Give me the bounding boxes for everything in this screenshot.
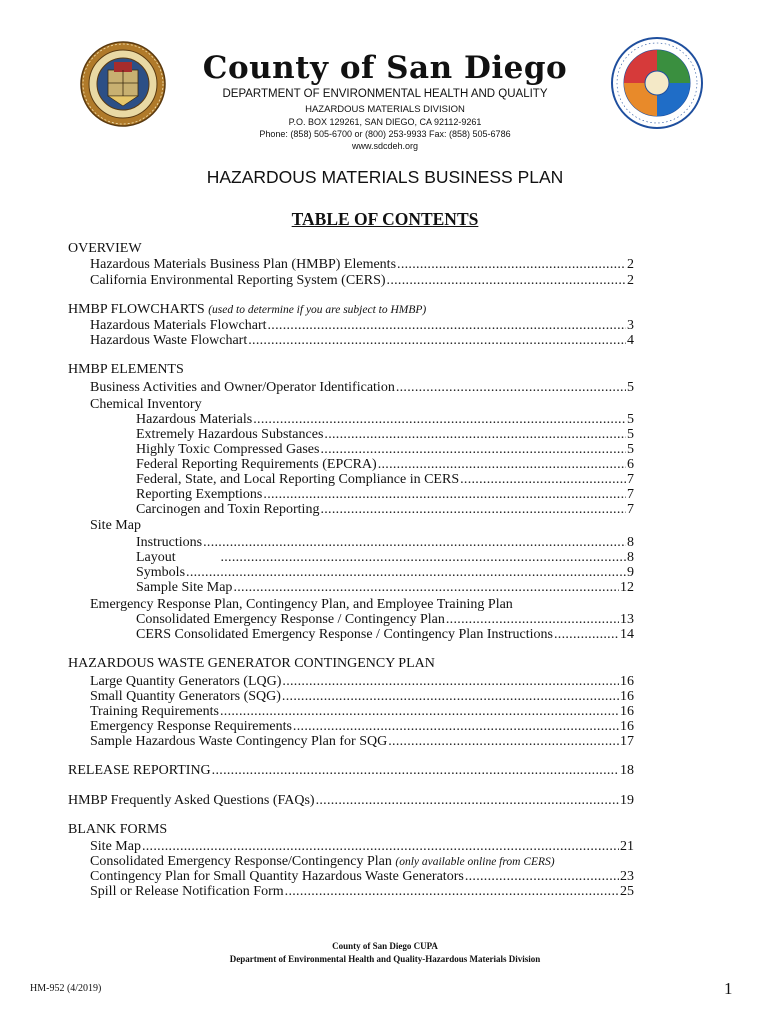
toc-page: 7 <box>627 472 634 487</box>
toc-entry <box>90 884 634 900</box>
toc-page: 21 <box>620 839 634 854</box>
toc-entry <box>90 689 634 705</box>
division-name: HAZARDOUS MATERIALS DIVISION <box>305 104 465 115</box>
toc-page: 6 <box>627 457 634 472</box>
toc-page: 2 <box>627 257 634 272</box>
toc-label: Carcinogen and Toxin Reporting <box>136 502 320 517</box>
section-flowcharts-title: HMBP FLOWCHARTS <box>68 302 205 317</box>
toc-page: 5 <box>627 412 634 427</box>
toc-entry <box>68 763 634 779</box>
toc-label: Spill or Release Notification Form <box>90 884 284 899</box>
toc-page: 5 <box>627 380 634 395</box>
toc-label: Hazardous Waste Flowchart <box>90 333 248 348</box>
toc-page: 18 <box>620 763 634 778</box>
toc-page: 19 <box>620 793 634 808</box>
toc-label: Consolidated Emergency Response/Contingency Plan <box>90 854 392 869</box>
toc-entry <box>90 674 634 690</box>
toc-page: 12 <box>620 580 634 595</box>
toc-entry <box>136 535 634 551</box>
toc-page: 16 <box>620 704 634 719</box>
toc-entry <box>136 502 634 518</box>
phone-fax: Phone: (858) 505-6700 or (800) 253-9933 Fax: (858) 505-6786 <box>259 129 511 139</box>
toc-label: Symbols <box>136 565 186 580</box>
toc-page: 4 <box>627 333 634 348</box>
toc-label: Reporting Exemptions <box>136 487 263 502</box>
footer-cupa: County of San Diego CUPA <box>332 941 438 951</box>
toc-label: Federal, State, and Local Reporting Compliance in CERS <box>136 472 460 487</box>
page-number: 1 <box>724 979 733 998</box>
toc-entry <box>136 550 634 566</box>
toc-entry <box>90 854 555 870</box>
footer-department: Department of Environmental Health and Quality-Hazardous Materials Division <box>229 954 541 964</box>
toc-entry <box>136 472 634 488</box>
toc-entry <box>136 627 634 643</box>
subsection-chemical-inventory: Chemical Inventory <box>90 397 202 412</box>
toc-page: 25 <box>620 884 634 899</box>
toc-entry <box>90 869 634 885</box>
toc-label: Sample Hazardous Waste Contingency Plan for SQG <box>90 734 388 749</box>
toc-page: 3 <box>627 318 634 333</box>
toc-entry <box>136 442 634 458</box>
toc-label: Business Activities and Owner/Operator Identification <box>90 380 395 395</box>
county-title: County of San Diego <box>202 50 568 86</box>
toc-page: 23 <box>620 869 634 884</box>
toc-page: 5 <box>627 427 634 442</box>
toc-label: Emergency Response Requirements <box>90 719 292 734</box>
toc-entry <box>90 839 634 855</box>
toc-entry <box>90 734 634 750</box>
toc-label: RELEASE REPORTING <box>68 763 211 778</box>
toc-label: California Environmental Reporting System (CERS) <box>90 273 386 288</box>
website: www.sdcdeh.org <box>351 141 419 151</box>
toc-page: 16 <box>620 674 634 689</box>
subsection-emergency: Emergency Response Plan, Contingency Plan, and Employee Training Plan <box>90 597 513 612</box>
toc-entry <box>90 273 634 289</box>
section-hwg-contingency: HAZARDOUS WASTE GENERATOR CONTINGENCY PLAN <box>68 656 435 671</box>
toc-label: Site Map <box>90 839 141 854</box>
toc-entry <box>136 427 634 443</box>
toc-page: 7 <box>627 502 634 517</box>
department-name: DEPARTMENT OF ENVIRONMENTAL HEALTH AND QUALITY <box>222 88 548 100</box>
toc-label: Federal Reporting Requirements (EPCRA) <box>136 457 377 472</box>
subsection-site-map: Site Map <box>90 518 141 533</box>
form-number: HM-952 (4/2019) <box>30 983 102 994</box>
toc-label: Instructions <box>136 535 203 550</box>
toc-entry <box>136 565 634 581</box>
toc-page: 16 <box>620 689 634 704</box>
toc-page: 2 <box>627 273 634 288</box>
toc-label: HMBP Frequently Asked Questions (FAQs) <box>68 793 315 808</box>
toc-entry <box>90 704 634 720</box>
section-blank-forms: BLANK FORMS <box>68 822 168 837</box>
toc-entry <box>90 719 634 735</box>
toc-label: Layout <box>136 550 176 565</box>
toc-entry <box>68 793 634 809</box>
mailing-address: P.O. BOX 129261, SAN DIEGO, CA 92112-9261 <box>288 117 482 127</box>
toc-label: Training Requirements <box>90 704 219 719</box>
toc-page: 9 <box>627 565 634 580</box>
toc-label: Hazardous Materials <box>136 412 253 427</box>
toc-label: Highly Toxic Compressed Gases <box>136 442 320 457</box>
toc-page: 16 <box>620 719 634 734</box>
toc-page: 14 <box>620 627 634 642</box>
toc-label: Large Quantity Generators (LQG) <box>90 674 282 689</box>
toc-entry <box>90 318 634 334</box>
plan-title: HAZARDOUS MATERIALS BUSINESS PLAN <box>206 167 564 187</box>
toc-page: 13 <box>620 612 634 627</box>
toc-entry <box>136 457 634 473</box>
online-only-note: (only available online from CERS) <box>395 856 555 868</box>
toc-label: Hazardous Materials Business Plan (HMBP) Elements <box>90 257 397 272</box>
section-elements: HMBP ELEMENTS <box>68 362 184 377</box>
toc-entry <box>136 612 634 628</box>
toc-page: 17 <box>620 734 634 749</box>
toc-page: 7 <box>627 487 634 502</box>
toc-page: 5 <box>627 442 634 457</box>
toc-label: Hazardous Materials Flowchart <box>90 318 267 333</box>
toc-entry <box>90 257 634 273</box>
toc-label: CERS Consolidated Emergency Response / Contingency Plan Instructions <box>136 627 553 642</box>
toc-title: TABLE OF CONTENTS <box>291 209 479 229</box>
toc-label: Small Quantity Generators (SQG) <box>90 689 281 704</box>
toc-page: 8 <box>627 550 634 565</box>
section-overview: OVERVIEW <box>68 241 142 256</box>
toc-label: Consolidated Emergency Response / Contingency Plan <box>136 612 445 627</box>
toc-label: Contingency Plan for Small Quantity Hazardous Waste Generators <box>90 869 464 884</box>
toc-entry <box>90 333 634 349</box>
toc-entry <box>90 380 634 396</box>
toc-label: Sample Site Map <box>136 580 233 595</box>
section-flowcharts <box>68 302 426 318</box>
toc-page: 8 <box>627 535 634 550</box>
toc-label: Extremely Hazardous Substances <box>136 427 324 442</box>
toc-entry <box>136 580 634 596</box>
toc-entry <box>136 412 634 428</box>
toc-entry <box>136 487 634 503</box>
flowcharts-note: (used to determine if you are subject to HMBP) <box>208 304 427 316</box>
